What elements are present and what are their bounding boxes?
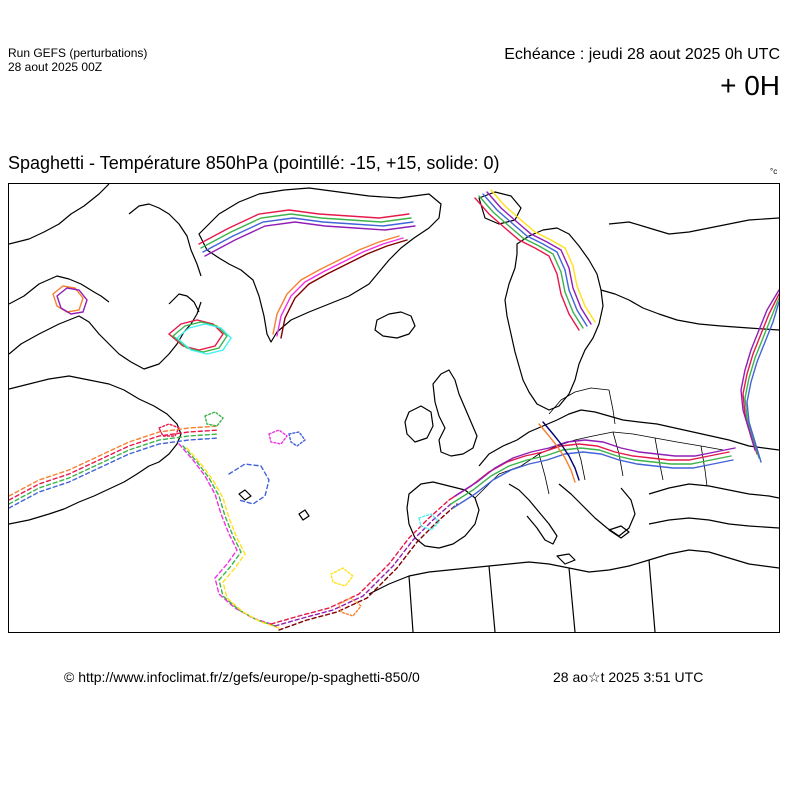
country-borders <box>475 388 723 498</box>
generation-timestamp: 28 ao☆t 2025 3:51 UTC <box>553 669 704 685</box>
coast-finland-russia <box>601 218 779 330</box>
map-title: Spaghetti - Température 850hPa (pointillé: -15, +15, solide: 0) <box>8 153 500 173</box>
coast-ireland <box>405 406 433 442</box>
run-date: 28 aout 2025 00Z <box>8 60 103 74</box>
coast-great-britain <box>433 370 477 456</box>
contours-scandinavia <box>475 190 595 330</box>
coast-turkey <box>649 484 779 528</box>
unit-label: °c <box>770 167 778 176</box>
coast-islands <box>239 490 629 564</box>
run-title: Run GEFS (perturbations) <box>8 46 148 60</box>
coast-iberia <box>407 482 479 548</box>
source-url: © http://www.infoclimat.fr/z/gefs/europe/p-spaghetti-850/0 <box>64 669 420 685</box>
contours-labrador <box>53 286 231 354</box>
spaghetti-map <box>8 183 780 633</box>
coast-north-america <box>9 184 201 524</box>
contours-greenland <box>199 210 415 338</box>
contours-europe <box>449 422 735 508</box>
coast-greenland <box>199 188 441 342</box>
coast-iceland <box>375 312 415 338</box>
contours-warm-dashed <box>9 426 457 630</box>
coast-north-africa <box>369 550 779 594</box>
coast-europe <box>479 410 779 466</box>
contours-east <box>741 290 779 462</box>
lead-time: + 0H <box>720 70 780 101</box>
coast-labrador <box>129 204 201 312</box>
isotherm-spaghetti <box>9 190 779 630</box>
forecast-valid-time: Echéance : jeudi 28 aout 2025 0h UTC <box>504 46 780 63</box>
